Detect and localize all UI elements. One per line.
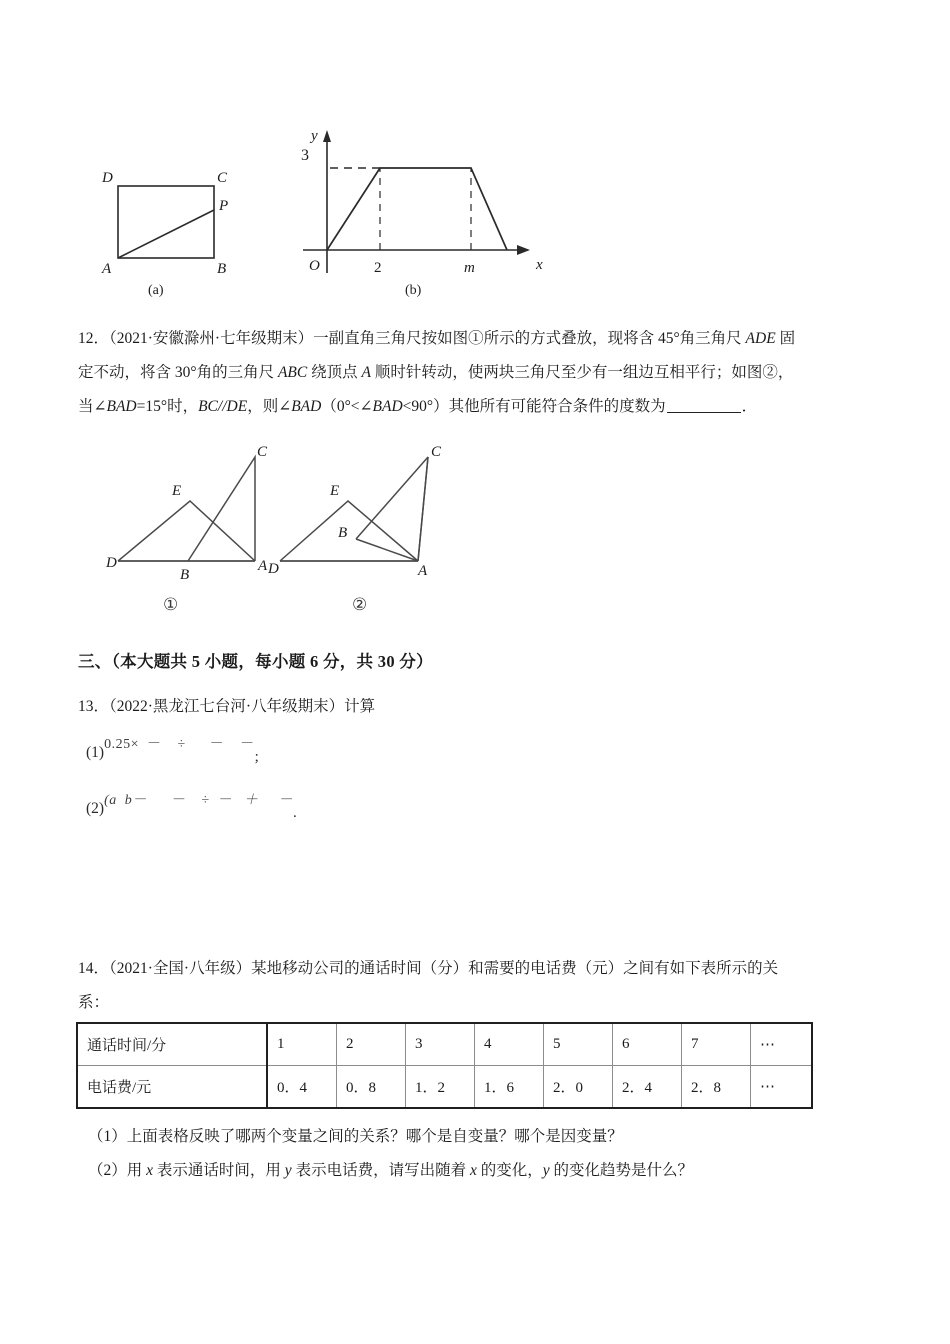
figure-a [96, 168, 246, 298]
table-row [77, 1066, 812, 1109]
table-cell: 6 [613, 1023, 682, 1066]
q14-sub2-var-y1: y [284, 1162, 292, 1179]
table-cell-ellipsis: ⋯ [751, 1066, 813, 1109]
q12-line3-d: （0°<∠ [321, 398, 373, 415]
figure-row-top [0, 118, 950, 303]
q12-line3-c: ，则∠ [247, 398, 292, 415]
table-cell: 2 [337, 1023, 406, 1066]
q13-number: 13． [78, 698, 110, 715]
question-14-text [78, 952, 878, 1020]
q13-item2-number: (2) [86, 800, 105, 817]
question-12-text [78, 322, 878, 424]
q12-line1-italic: ADE [745, 330, 776, 347]
q14-line1: 某地移动公司的通话时间（分）和需要的电话费（元）之间有如下表所示的关 [251, 960, 779, 977]
q12-line2-b: 绕顶点 [307, 364, 362, 381]
q13-source: （2022·黑龙江七台河·八年级期末） [109, 698, 345, 715]
q13-item1-body: 0.25× － ÷ － － [104, 737, 255, 752]
fig-a-label-B: B [217, 261, 227, 277]
figure-row-triangles [0, 440, 950, 635]
fig-a-caption: (a) [148, 283, 164, 298]
table-cell: 0．8 [337, 1066, 406, 1109]
q14-sub2-var-x2: x [469, 1162, 477, 1179]
q13-formula-2 [86, 793, 297, 821]
table-row-header-fee: 电话费/元 [77, 1066, 267, 1109]
q14-sub-question-1: （1）上面表格反映了哪两个变量之间的关系？哪个是自变量？哪个是因变量？ [88, 1128, 623, 1145]
fig-b-origin: O [309, 258, 320, 274]
tri2-label-B: B [338, 525, 348, 541]
q14-source: （2021·全国·八年级） [109, 960, 252, 977]
q12-line3-italic-bad2: BAD [291, 398, 322, 415]
tri1-label-A: A [258, 558, 268, 574]
tri1-label-E: E [172, 483, 182, 499]
table-cell-ellipsis: ⋯ [751, 1023, 813, 1066]
tri2-label-D: D [268, 561, 279, 577]
table-cell: 7 [682, 1023, 751, 1066]
q13-item2-tail: . [292, 805, 297, 821]
q12-number: 12． [78, 330, 110, 347]
fig-a-label-C: C [217, 170, 228, 186]
section-3-heading: 三、（本大题共 5 小题，每小题 6 分，共 30 分） [78, 652, 433, 671]
table-cell: 4 [475, 1023, 544, 1066]
q12-source: （2021·安徽滁州·七年级期末） [109, 330, 314, 347]
figure-triangle-2 [268, 443, 453, 583]
table-cell: 3 [406, 1023, 475, 1066]
fig-b-xtick-m: m [464, 260, 475, 276]
q14-line2: 系： [78, 994, 110, 1011]
table-cell: 5 [544, 1023, 613, 1066]
q12-line3-a: 当∠ [78, 398, 107, 415]
figure-triangle-1 [106, 443, 272, 583]
figure-caption-2: ② [352, 595, 368, 615]
q12-line3-b: =15°时， [136, 398, 199, 415]
q12-line2-c: 顺时针转动，使两块三角尺至少有一组边互相平行；如图②， [370, 364, 794, 381]
q14-sub2-d: 的变化， [476, 1162, 543, 1179]
tri1-label-D: D [106, 555, 117, 571]
table-cell: 1．2 [406, 1066, 475, 1109]
fig-a-label-A: A [102, 261, 112, 277]
fig-a-label-D: D [102, 170, 113, 186]
q14-sub2-b: 表示通话时间，用 [153, 1162, 285, 1179]
q14-sub2-var-x1: x [146, 1162, 154, 1179]
tri2-label-C: C [431, 444, 442, 460]
q12-line2-italic-abc: ABC [277, 364, 308, 381]
q14-sub-question-2 [88, 1154, 908, 1188]
fig-b-xtick-2: 2 [374, 260, 382, 276]
q12-line2-italic-a: A [361, 364, 371, 381]
q12-line3-italic-bad3: BAD [372, 398, 403, 415]
q12-line1-a: 一副直角三角尺按如图①所示的方式叠放，现将含 45°角三角尺 [313, 330, 746, 347]
question-13-text [78, 690, 878, 724]
q13-item1-number: (1) [86, 744, 105, 761]
table-cell: 2．4 [613, 1066, 682, 1109]
table-row [77, 1023, 812, 1066]
figure-b [285, 118, 555, 298]
fig-b-ytick-3: 3 [301, 147, 309, 164]
fig-b-caption: (b) [405, 283, 422, 298]
q14-sub2-e: 的变化趋势是什么？ [549, 1162, 694, 1179]
q14-sub2-c: 表示电话费，请写出随着 [291, 1162, 470, 1179]
q12-line2-a: 定不动，将含 30°角的三角尺 [78, 364, 278, 381]
fig-b-axis-y: y [311, 128, 318, 144]
table-cell: 0．4 [267, 1066, 337, 1109]
tri2-label-E: E [330, 483, 340, 499]
tri1-label-C: C [257, 444, 268, 460]
table-cell: 2．0 [544, 1066, 613, 1109]
q13-prompt: 计算 [344, 698, 376, 715]
tri2-label-A: A [418, 563, 428, 579]
fig-a-label-P: P [219, 198, 229, 214]
q14-number: 14． [78, 960, 110, 977]
q12-line3-italic-bad1: BAD [106, 398, 137, 415]
q13-item2-body: (a b－ － ÷ － ＋ － [104, 793, 293, 808]
answer-blank[interactable] [667, 411, 741, 413]
table-cell: 1．6 [475, 1066, 544, 1109]
q13-item1-tail: ; [254, 749, 259, 765]
q12-line3-italic-bcde: BC//DE [198, 398, 248, 415]
q12-line3-f: ． [741, 398, 758, 415]
tri1-label-B: B [180, 567, 190, 583]
q12-line1-b: 固 [775, 330, 796, 347]
table-row-header-time: 通话时间/分 [77, 1023, 267, 1066]
table-cell: 1 [267, 1023, 337, 1066]
q14-sub2-var-y2: y [542, 1162, 550, 1179]
call-fee-table [76, 1022, 813, 1109]
fig-b-axis-x: x [536, 257, 543, 273]
q14-sub2-a: （2）用 [88, 1162, 147, 1179]
figure-caption-1: ① [163, 595, 179, 615]
q12-line3-e: <90°）其他所有可能符合条件的度数为 [402, 398, 666, 415]
q13-formula-1 [86, 737, 259, 765]
table-cell: 2．8 [682, 1066, 751, 1109]
